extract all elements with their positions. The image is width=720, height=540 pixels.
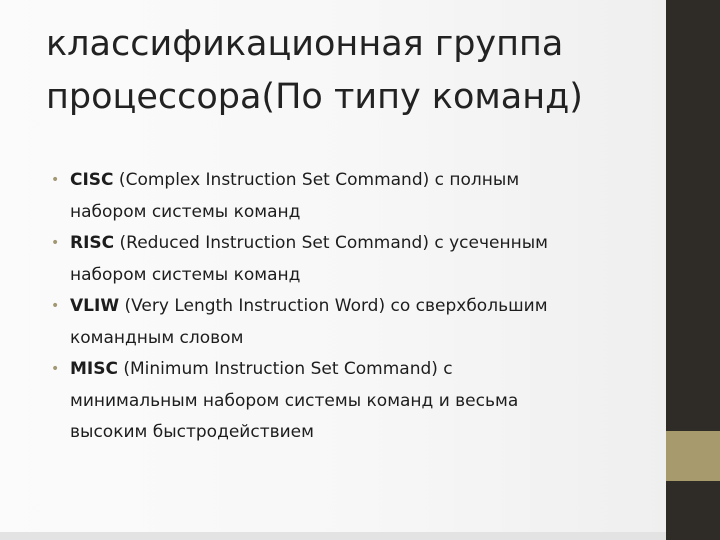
bullet-item-cisc	[51, 165, 631, 228]
bullet-item-misc	[51, 354, 631, 449]
bullet-dot-icon: •	[51, 172, 60, 188]
slide-title-line-2: процессора(По типу команд)	[46, 77, 583, 117]
bullet-misc-line-2: минимальным набором системы команд и весьма	[70, 390, 519, 411]
bullet-cisc-description: (Complex Instruction Set Command) с полным	[113, 170, 520, 190]
slide-title	[46, 18, 646, 124]
bullet-risc-line-2: набором системы команд	[70, 264, 301, 285]
bullet-risc-term: RISC	[70, 233, 115, 253]
bullet-misc-line-1	[70, 354, 631, 386]
bullet-vliw-line-2: командным словом	[70, 327, 244, 348]
bullet-risc-description: (Reduced Instruction Set Command) с усеченным	[114, 233, 548, 253]
bullet-misc-term: MISC	[70, 359, 118, 379]
bullet-dot-icon: •	[51, 361, 60, 377]
bullet-item-risc	[51, 228, 631, 291]
bullet-misc-line-3: высоким быстродействием	[70, 422, 314, 442]
accent-block	[666, 431, 720, 481]
bullet-list	[51, 165, 631, 449]
bullet-cisc-line-1	[70, 165, 631, 197]
bullet-vliw-line-1	[70, 291, 631, 323]
bullet-dot-icon: •	[51, 298, 60, 314]
slide-bottom-strip	[0, 532, 666, 540]
bullet-risc-line-1	[70, 228, 631, 260]
bullet-cisc-line-2: набором системы команд	[70, 201, 301, 222]
bullet-cisc-term: CISC	[70, 170, 114, 190]
slide-title-line-1: классификационная группа	[46, 24, 564, 64]
bullet-misc-description: (Minimum Instruction Set Command) с	[117, 359, 453, 379]
bullet-dot-icon: •	[51, 235, 60, 251]
bullet-item-vliw	[51, 291, 631, 354]
bullet-vliw-description: (Very Length Instruction Word) со сверхбольшим	[119, 296, 548, 316]
bullet-vliw-term: VLIW	[70, 296, 120, 316]
